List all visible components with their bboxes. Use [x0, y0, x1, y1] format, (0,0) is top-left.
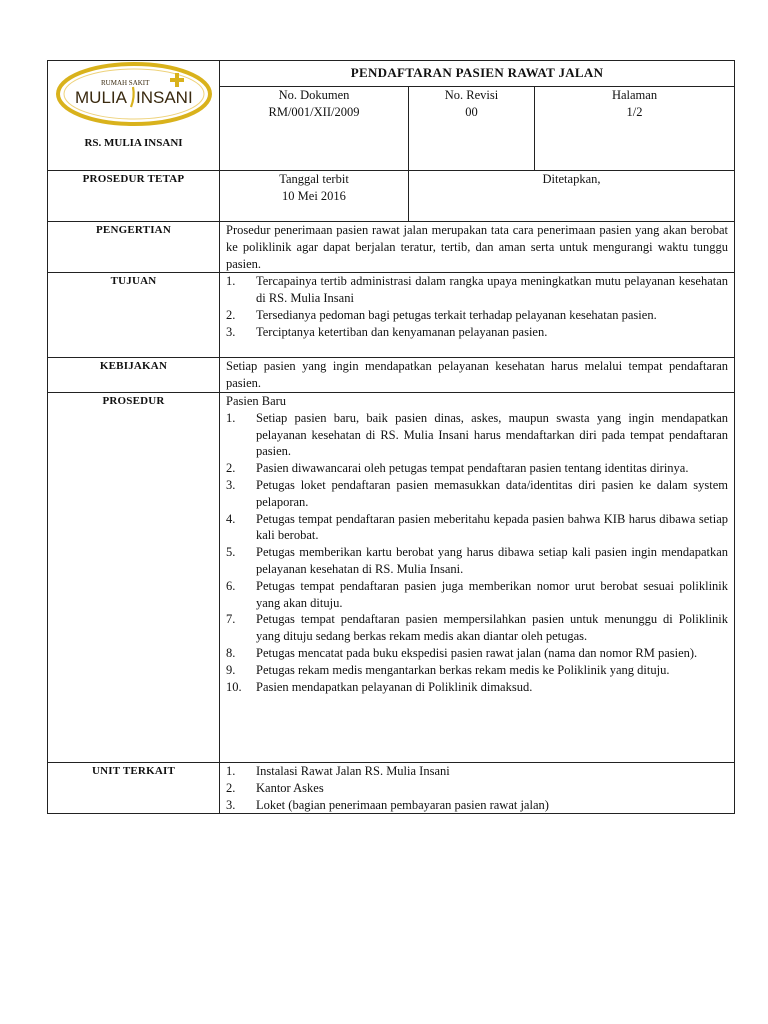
list-item: 3. Petugas loket pendaftaran pasien memasukkan data/identitas diri pasien ke dalam system pelaporan.: [226, 477, 729, 509]
list-item: 2. Tersedianya pedoman bagi petugas terkait terhadap pelayanan kesehatan pasien.: [226, 307, 657, 322]
list-item: 4. Petugas tempat pendaftaran pasien meberitahu kepada pasien bahwa KIB harus dibawa setiap kali berobat.: [226, 511, 729, 543]
list-item: 1. Tercapainya tertib administrasi dalam rangka upaya meningkatkan mutu pelayanan kesehatan di RS. Mulia Insani: [226, 274, 729, 306]
sop-table: [47, 60, 735, 814]
page-value: 1/2: [626, 104, 643, 119]
list-item: 2. Pasien diwawancarai oleh petugas tempat pendaftaran pasien tentang identitas dirinya.: [226, 461, 689, 476]
revision-cell: [409, 87, 535, 171]
logo-cell: [48, 61, 220, 171]
tujuan-list: [226, 273, 728, 340]
unit-terkait-content: [220, 762, 735, 813]
prosedur-intro: Pasien Baru: [226, 393, 287, 408]
list-item: 5. Petugas memberikan kartu berobat yang harus dibawa setiap kali pasien ingin mendapatkan pelayanan kesehatan di RS. Mulia Insani.: [226, 545, 729, 576]
logo-small-text: RUMAH SAKIT: [100, 79, 149, 87]
page-cell: [535, 87, 735, 171]
hospital-logo: [54, 61, 213, 127]
section-label-kebijakan: KEBIJAKAN: [48, 358, 220, 393]
logo-brand-left: MULIA: [74, 88, 127, 107]
logo-brand-right: INSANI: [135, 88, 193, 107]
list-item: 1. Instalasi Rawat Jalan RS. Mulia Insani: [226, 763, 450, 778]
doc-number-cell: [220, 87, 409, 171]
list-item: 1. Setiap pasien baru, baik pasien dinas, askes, maupun swasta yang ingin mendapatkan pelayanan kesehatan di RS. Mulia Insani harus mendaftarkan diri pada tempat pendaftaran pasien.: [226, 410, 729, 459]
doc-number-label: No. Dokumen: [278, 88, 350, 102]
issued-date-value: 10 Mei 2016: [282, 188, 346, 203]
list-item: 3. Terciptanya ketertiban dan kenyamanan pelayanan pasien.: [226, 324, 548, 339]
approval-label: Ditetapkan,: [542, 172, 601, 186]
list-item: 10. Pasien mendapatkan pelayanan di Poliklinik dimaksud.: [226, 679, 533, 694]
page-label: Halaman: [611, 88, 658, 102]
prosedur-list: [226, 410, 728, 696]
issued-date-cell: [220, 171, 409, 222]
issued-date-label: Tanggal terbit: [279, 172, 349, 186]
prosedur-content: [220, 392, 735, 762]
list-item: 2. Kantor Askes: [226, 780, 324, 795]
section-label-pengertian: PENGERTIAN: [48, 222, 220, 273]
section-label-prosedur: PROSEDUR: [48, 392, 220, 762]
section-label-tujuan: TUJUAN: [48, 273, 220, 358]
procedure-type-label: PROSEDUR TETAP: [48, 171, 220, 222]
approval-cell: [409, 171, 735, 222]
list-item: 8. Petugas mencatat pada buku ekspedisi pasien rawat jalan (nama dan nomor RM pasien).: [226, 645, 698, 660]
kebijakan-text: Setiap pasien yang ingin mendapatkan pelayanan kesehatan harus melalui tempat pendaftaran pasien.: [220, 358, 735, 393]
tujuan-content: [220, 273, 735, 358]
logo-emblem-icon: [55, 61, 213, 127]
revision-label: No. Revisi: [444, 88, 499, 102]
list-item: 6. Petugas tempat pendaftaran pasien juga memberikan nomor urut berobat sesuai poliklinik yang akan dituju.: [226, 578, 729, 610]
doc-number-value: RM/001/XII/2009: [268, 104, 360, 119]
list-item: 7. Petugas tempat pendaftaran pasien mempersilahkan pasien untuk menunggu di Poliklinik yang dituju sedang berkas rekam medis akan diantar oleh petugas.: [226, 612, 729, 644]
pengertian-text: Prosedur penerimaan pasien rawat jalan merupakan tata cara penerimaan pasien yang akan berobat ke poliklinik agar dapat berjalan teratur, tertib, dan aman serta untuk mengurangi waktu tunggu pasien.: [220, 222, 735, 273]
revision-value: 00: [465, 104, 478, 119]
unit-terkait-list: [226, 763, 728, 813]
hospital-name: RS. MULIA INSANI: [84, 137, 183, 149]
list-item: 9. Petugas rekam medis mengantarkan berkas rekam medis ke Poliklinik yang dituju.: [226, 662, 670, 677]
section-label-unit-terkait: UNIT TERKAIT: [48, 762, 220, 813]
document-title: PENDAFTARAN PASIEN RAWAT JALAN: [220, 61, 735, 87]
list-item: 3. Loket (bagian penerimaan pembayaran pasien rawat jalan): [226, 797, 549, 812]
logo-cross-icon: [170, 73, 184, 87]
